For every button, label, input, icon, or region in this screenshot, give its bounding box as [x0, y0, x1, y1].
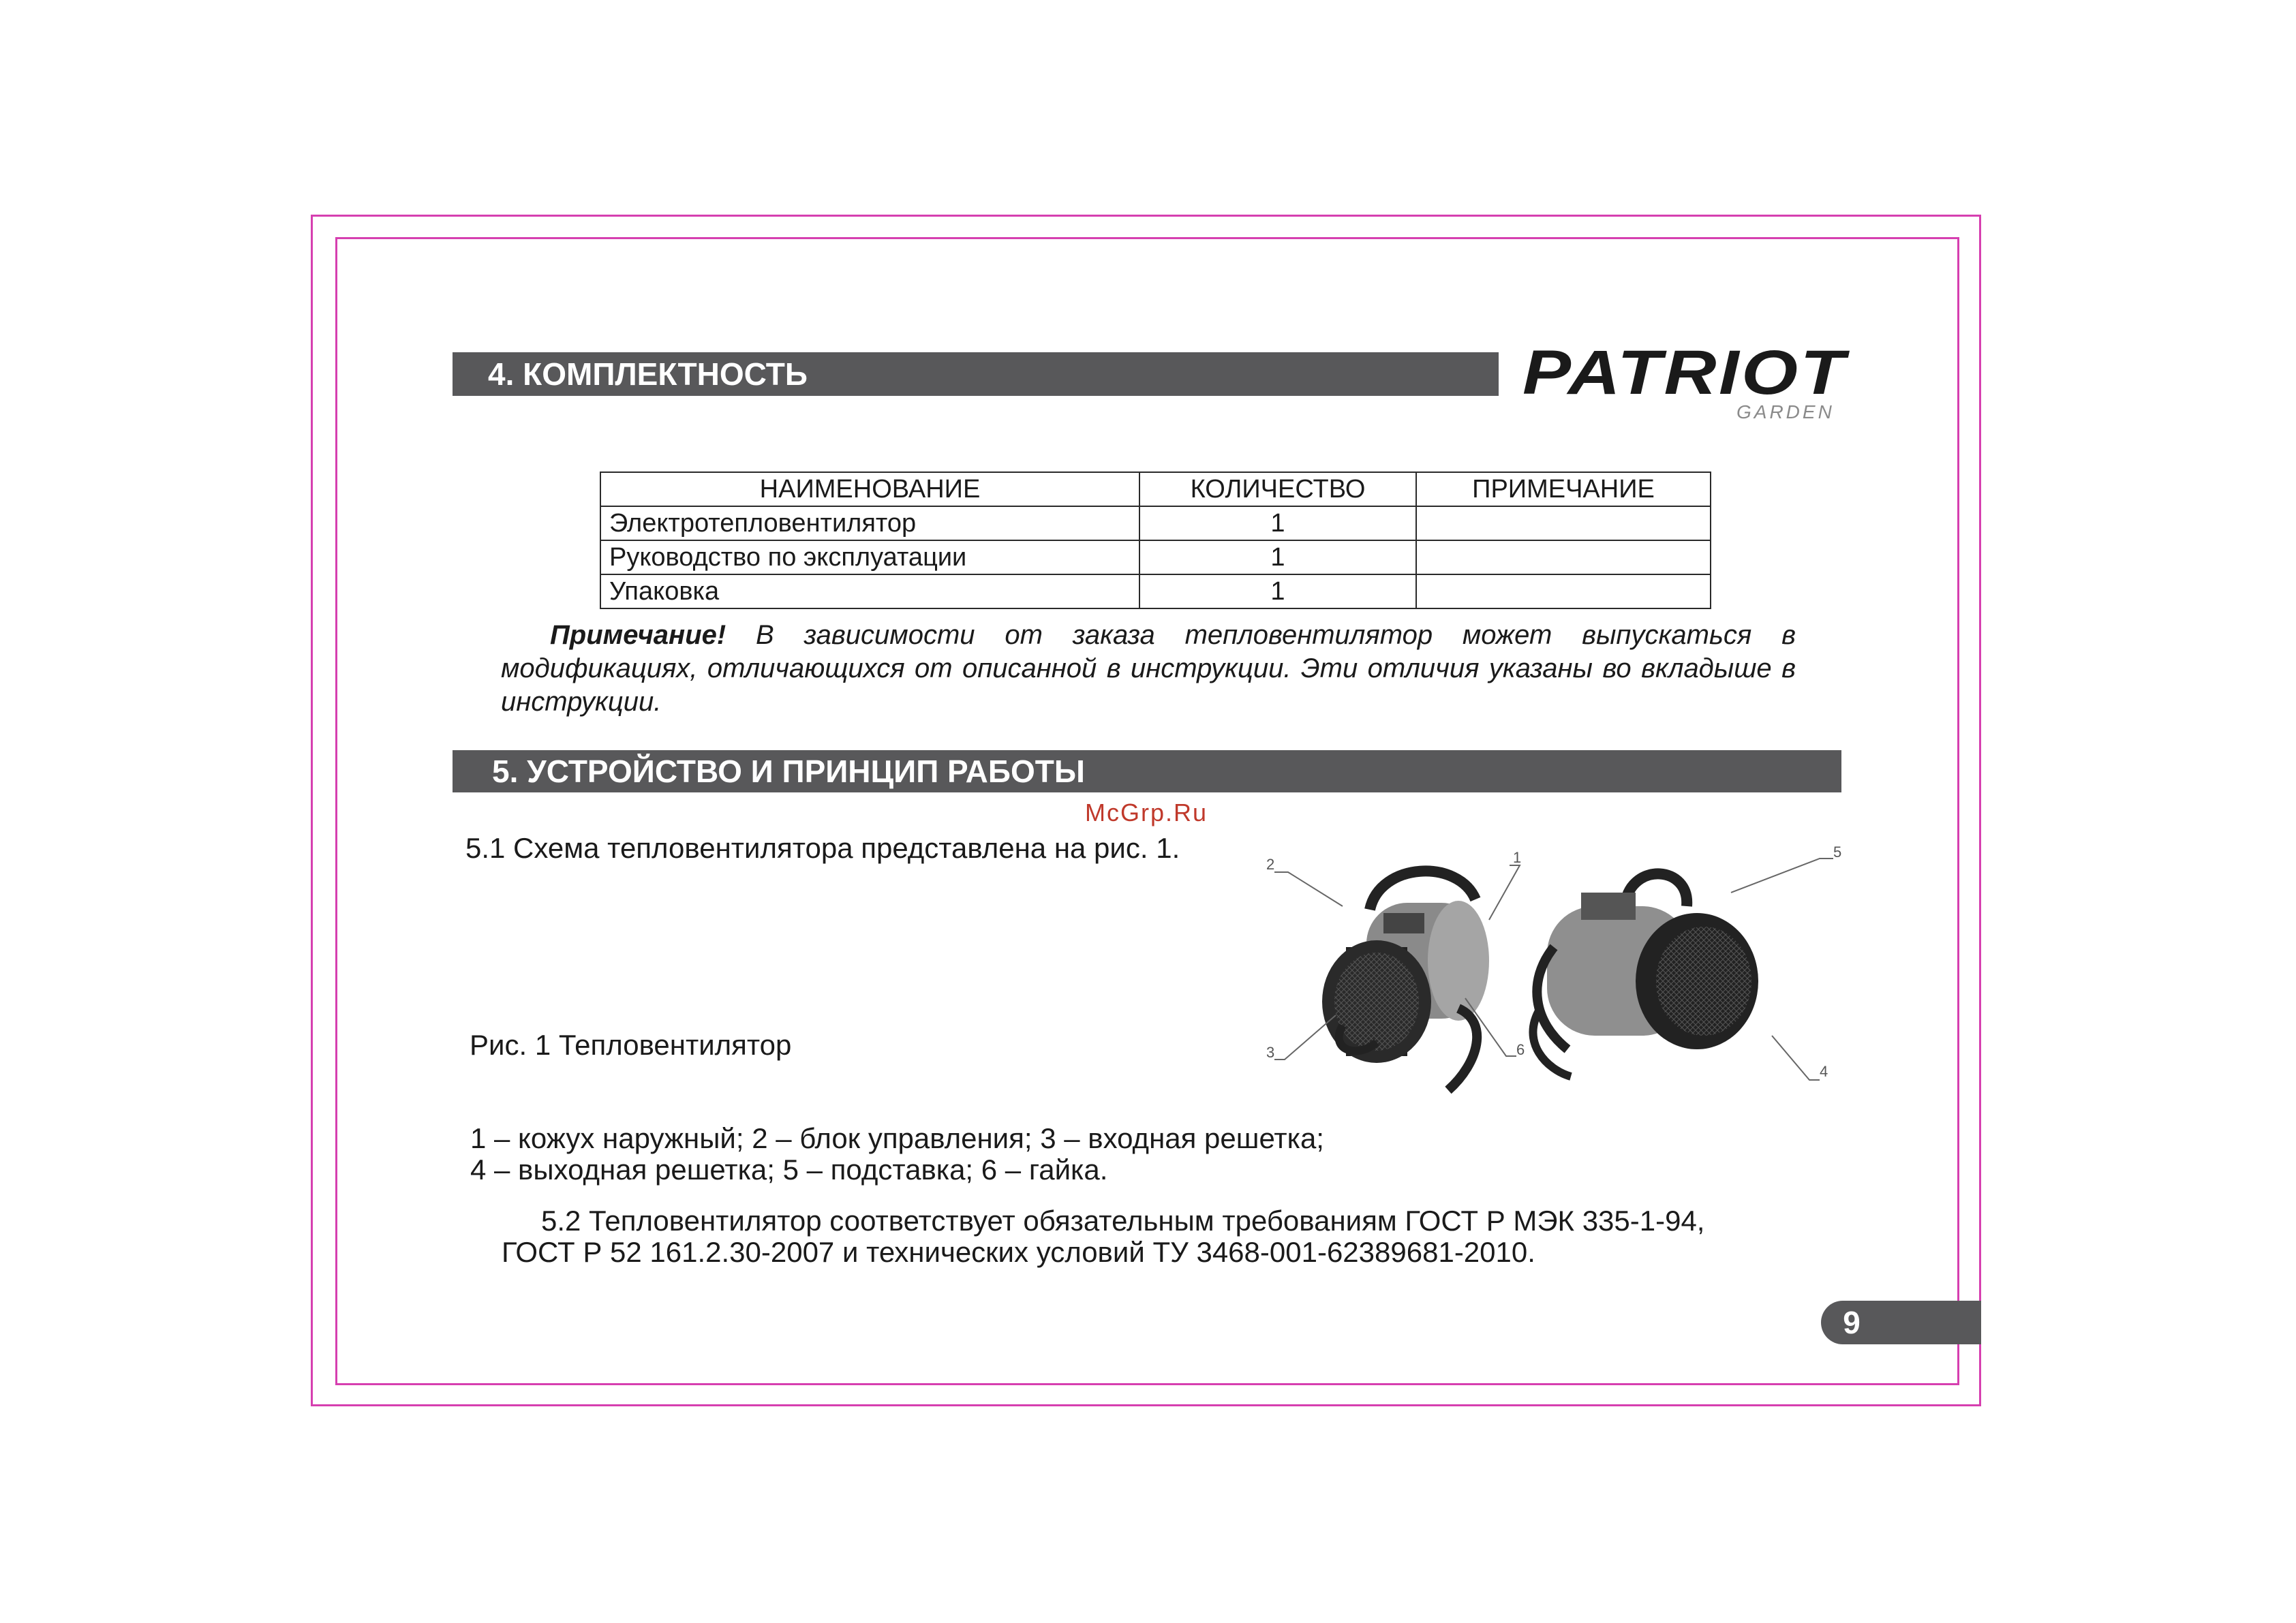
page-number: 9	[1843, 1305, 1861, 1340]
heater-figure	[1254, 845, 1867, 1111]
note-paragraph	[501, 619, 1796, 719]
table-cell	[1416, 540, 1711, 574]
legend-line-1: 1 – кожух наружный; 2 – блок управления; 3 – входная решетка;	[470, 1122, 1324, 1154]
paragraph-5-1: 5.1 Схема тепловентилятора представлена на рис. 1.	[465, 832, 1180, 864]
table-cell	[1416, 574, 1711, 608]
patriot-logo	[1520, 341, 1854, 426]
section-4-title: 4. КОМПЛЕКТНОСТЬ	[488, 356, 808, 392]
note-label: Примечание!	[550, 620, 726, 650]
watermark-text: McGrp.Ru	[1085, 799, 1208, 826]
callout-label-1: 1	[1513, 849, 1522, 866]
table-header: НАИМЕНОВАНИЕ	[600, 472, 1139, 506]
table-row	[600, 540, 1711, 574]
table-cell: Электротепловентилятор	[600, 506, 1139, 540]
table-cell: Упаковка	[600, 574, 1139, 608]
table-cell: Руководство по эксплуатации	[600, 540, 1139, 574]
heater-right-image	[1533, 874, 1758, 1077]
contents-table	[600, 472, 1711, 609]
table-cell: 1	[1139, 574, 1416, 608]
table-row	[600, 574, 1711, 608]
paragraph-5-2	[502, 1205, 1704, 1268]
table-row	[600, 506, 1711, 540]
table-cell	[1416, 506, 1711, 540]
callout-label-5: 5	[1833, 845, 1842, 861]
table-header-row	[600, 472, 1711, 506]
callout-label-6: 6	[1516, 1041, 1525, 1058]
section-5-header	[453, 750, 1841, 792]
table-cell: 1	[1139, 540, 1416, 574]
heater-left-image	[1322, 871, 1489, 1090]
logo-sub: GARDEN	[1736, 401, 1835, 422]
figure-legend	[470, 1123, 1324, 1186]
callout-label-4: 4	[1820, 1063, 1828, 1080]
table-header: КОЛИЧЕСТВО	[1139, 472, 1416, 506]
note-text: В зависимости от заказа тепловентилятор может выпускаться в модификациях, отличающихся от описанной в инструкции. Эти отличия указаны во вкладыше в инструкции.	[501, 620, 1796, 717]
section-4-header	[453, 352, 1499, 396]
callout-label-2: 2	[1266, 856, 1275, 873]
p52-line-1: 5.2 Тепловентилятор соответствует обязательным требованиям ГОСТ Р МЭК 335-1-94,	[541, 1205, 1705, 1237]
section-5-title: 5. УСТРОЙСТВО И ПРИНЦИП РАБОТЫ	[492, 754, 1085, 789]
callout-label-3: 3	[1266, 1044, 1275, 1061]
logo-brand: PATRIOT	[1522, 341, 1850, 407]
table-header: ПРИМЕЧАНИЕ	[1416, 472, 1711, 506]
figure-caption: Рис. 1 Тепловентилятор	[470, 1029, 792, 1061]
p52-line-2: ГОСТ Р 52 161.2.30-2007 и технических условий ТУ 3468-001-62389681-2010.	[502, 1236, 1535, 1268]
table-cell: 1	[1139, 506, 1416, 540]
legend-line-2: 4 – выходная решетка; 5 – подставка; 6 – гайка.	[470, 1154, 1108, 1186]
